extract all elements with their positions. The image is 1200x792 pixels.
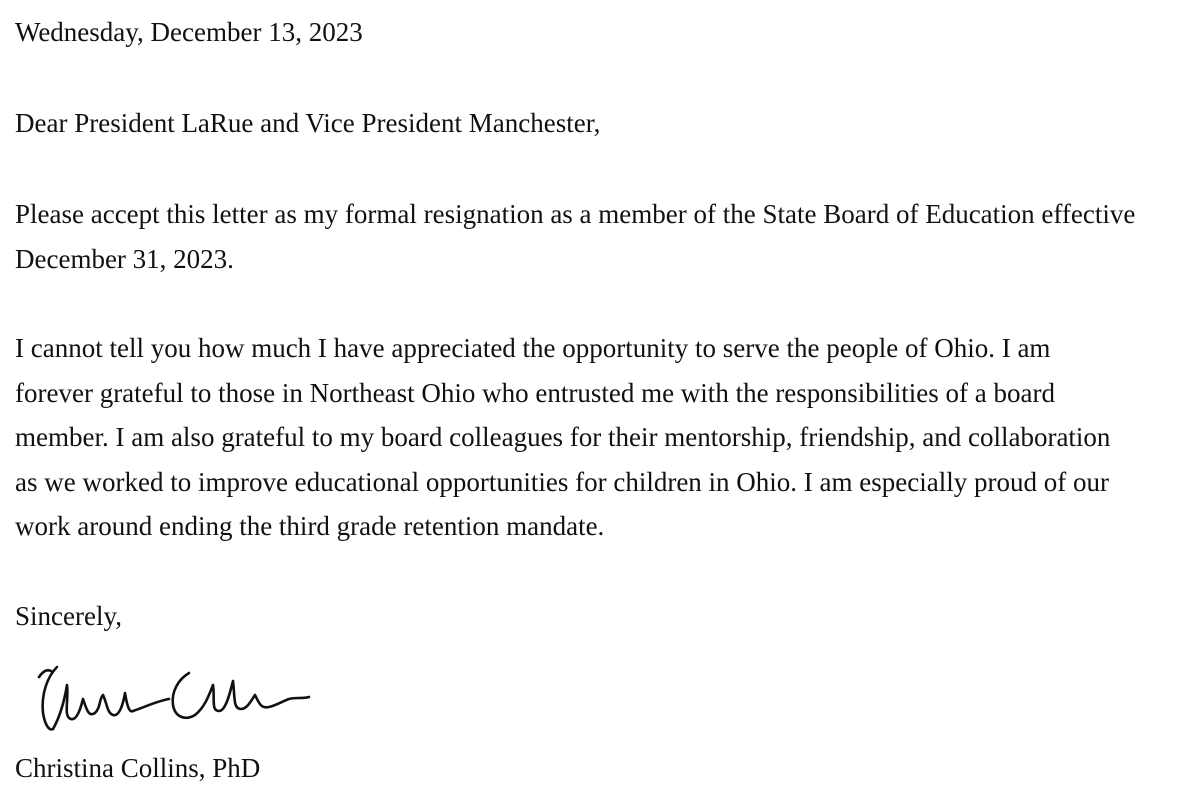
paragraph-line: forever grateful to those in Northeast Ohio who entrusted me with the responsibilities of a board bbox=[15, 377, 1055, 408]
signer-name: Christina Collins, PhD bbox=[15, 753, 261, 783]
letter-closing: Sincerely, bbox=[15, 601, 122, 631]
paragraph-line: I cannot tell you how much I have appreciated the opportunity to serve the people of Ohio. I am bbox=[15, 333, 1051, 363]
letter-greeting: Dear President LaRue and Vice President Manchester, bbox=[15, 108, 601, 138]
paragraph-line: member. I am also grateful to my board colleagues for their mentorship, friendship, and collaboration bbox=[15, 422, 1111, 452]
paragraph-line: work around ending the third grade retention mandate. bbox=[15, 511, 605, 541]
paragraph-resignation bbox=[15, 192, 1185, 281]
signature-icon bbox=[33, 655, 323, 735]
paragraph-gratitude bbox=[15, 326, 1185, 549]
letter-date: Wednesday, December 13, 2023 bbox=[15, 17, 363, 47]
paragraph-line: Please accept this letter as my formal resignation as a member of the State Board of Education effective bbox=[15, 199, 1136, 229]
paragraph-line: December 31, 2023. bbox=[15, 243, 234, 274]
paragraph-line: as we worked to improve educational opportunities for children in Ohio. I am especially proud of our bbox=[15, 466, 1109, 497]
